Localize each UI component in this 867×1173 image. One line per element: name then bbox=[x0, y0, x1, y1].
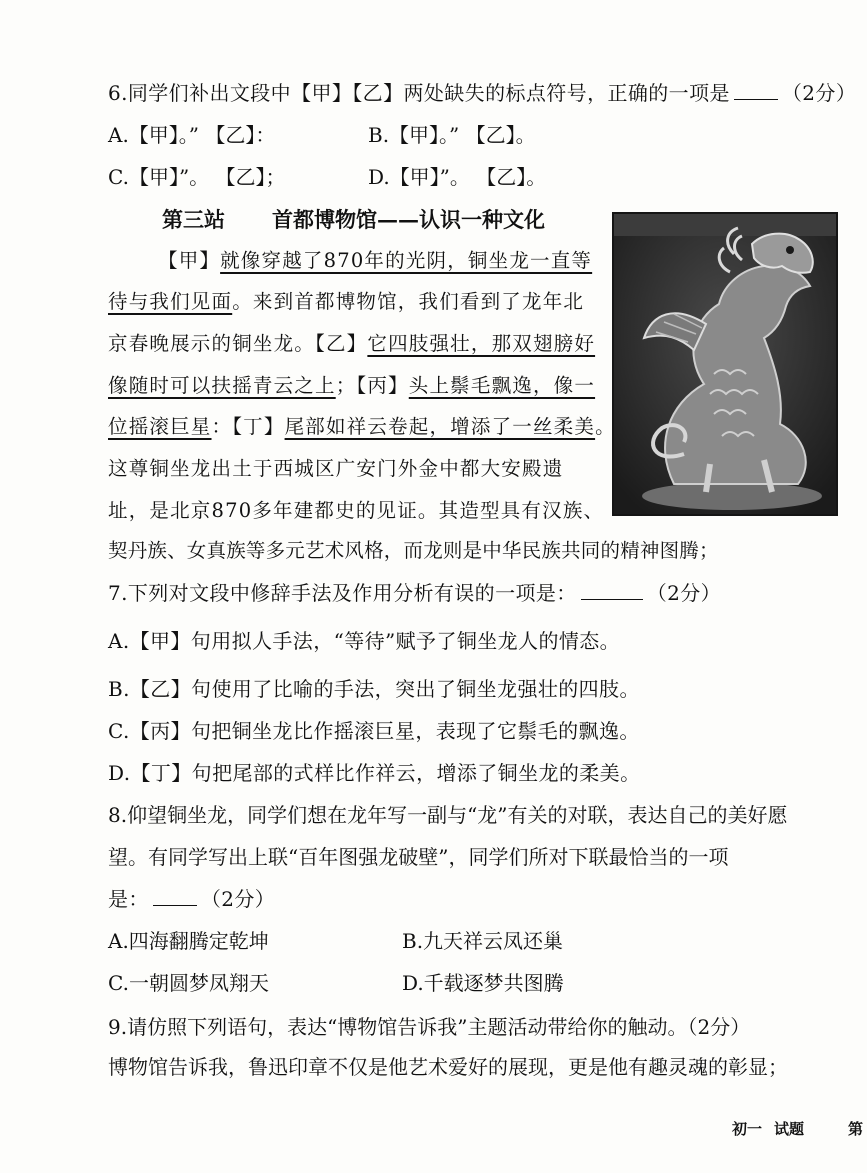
section-station: 第三站 bbox=[162, 207, 225, 232]
ding-label: 【丁】 bbox=[232, 415, 285, 438]
answer-blank[interactable] bbox=[734, 81, 778, 100]
passage-line-5 bbox=[108, 412, 616, 442]
q8-line-3-text: 是： bbox=[108, 887, 149, 911]
passage-line-2 bbox=[108, 287, 584, 317]
footer-page: 第 bbox=[848, 1120, 864, 1138]
yi-sentence-part-2: 像随时可以扶摇青云之上 bbox=[108, 374, 336, 397]
passage-line-8: 契丹族、女真族等多元艺术风格，而龙则是中华民族共同的精神图腾； bbox=[108, 539, 719, 562]
semicolon: ； bbox=[335, 374, 357, 397]
jia-sentence-part-1: 就像穿越了870年的光阴，铜坐龙一直等 bbox=[220, 249, 593, 272]
period: 。 bbox=[595, 415, 616, 438]
answer-blank[interactable] bbox=[153, 887, 197, 906]
passage-line-4 bbox=[108, 371, 595, 401]
jia-sentence-part-2: 待与我们见面 bbox=[108, 290, 233, 313]
q8-line-3 bbox=[108, 884, 275, 914]
q8-option-d: D.千载逐梦共图腾 bbox=[402, 971, 564, 995]
q8-line-1: 8.仰望铜坐龙，同学们想在龙年写一副与“龙”有关的对联，表达自己的美好愿 bbox=[108, 803, 788, 827]
footer-paper: 试题 bbox=[774, 1120, 805, 1138]
bing-sentence-part-2: 位摇滚巨星 bbox=[108, 415, 212, 438]
q8-option-c: C.一朝圆梦凤翔天 bbox=[108, 971, 269, 995]
jia-label: 【甲】 bbox=[158, 249, 221, 272]
passage-line-6: 这尊铜坐龙出土于西城区广安门外金中都大安殿遗 bbox=[108, 457, 564, 480]
passage-line-3 bbox=[108, 329, 595, 359]
q6-option-b: B.【甲】。” 【乙】。 bbox=[368, 123, 536, 147]
q8-line-2: 望。有同学写出上联“百年图强龙破壁”，同学们所对下联最恰当的一项 bbox=[108, 845, 729, 869]
bronze-dragon-photo bbox=[612, 212, 838, 516]
q6-option-d: D.【甲】”。 【乙】。 bbox=[368, 165, 547, 189]
passage-line-1 bbox=[158, 246, 592, 276]
q9-example: 博物馆告诉我，鲁迅印章不仅是他艺术爱好的展现，更是他有趣灵魂的彰显； bbox=[108, 1055, 788, 1079]
footer-grade: 初一 bbox=[732, 1120, 763, 1138]
bing-sentence-part-1: 头上鬃毛飘逸，像一 bbox=[408, 374, 596, 397]
q7-option-a: A.【甲】句用拟人手法，“等待”赋予了铜坐龙人的情态。 bbox=[108, 629, 621, 653]
q9-stem: 9.请仿照下列语句，表达“博物馆告诉我”主题活动带给你的触动。（2分） bbox=[108, 1015, 751, 1039]
yi-sentence-part-1: 它四肢强壮，那双翅膀好 bbox=[367, 332, 596, 355]
passage-line-7: 址，是北京870多年建都史的见证。其造型具有汉族、 bbox=[108, 499, 605, 522]
q6-option-c: C.【甲】”。 【乙】； bbox=[108, 165, 286, 189]
q7-option-c: C.【丙】句把铜坐龙比作摇滚巨星，表现了它鬃毛的飘逸。 bbox=[108, 719, 640, 743]
q7-option-b: B.【乙】句使用了比喻的手法，突出了铜坐龙强壮的四肢。 bbox=[108, 677, 640, 701]
q8-option-b: B.九天祥云凤还巢 bbox=[402, 929, 564, 953]
q8-option-a: A.四海翻腾定乾坤 bbox=[108, 929, 269, 953]
ding-sentence: 尾部如祥云卷起，增添了一丝柔美 bbox=[284, 415, 596, 438]
q7-score: （2分） bbox=[646, 581, 722, 605]
colon: ： bbox=[211, 415, 233, 438]
q8-score: （2分） bbox=[200, 887, 276, 911]
section-title: 首都博物馆——认识一种文化 bbox=[272, 207, 545, 232]
q6-score: （2分） bbox=[781, 81, 857, 105]
passage-line-3-head: 京春晚展示的铜坐龙。 bbox=[108, 332, 316, 355]
q7-stem-text: 7.下列对文段中修辞手法及作用分析有误的一项是： bbox=[108, 581, 577, 605]
yi-label: 【乙】 bbox=[315, 332, 368, 355]
passage-line-2-tail: 。来到首都博物馆，我们看到了龙年北 bbox=[232, 290, 585, 313]
q7-stem bbox=[108, 578, 721, 608]
answer-blank[interactable] bbox=[581, 581, 643, 600]
q6-stem-text: 6.同学们补出文段中【甲】【乙】两处缺失的标点符号，正确的一项是 bbox=[108, 81, 730, 105]
bing-label: 【丙】 bbox=[356, 374, 409, 397]
q7-option-d: D.【丁】句把尾部的式样比作祥云，增添了铜坐龙的柔美。 bbox=[108, 761, 641, 785]
q6-option-a: A.【甲】。” 【乙】： bbox=[108, 123, 276, 147]
q6-stem bbox=[108, 78, 856, 108]
dragon-figure-icon bbox=[614, 214, 836, 514]
